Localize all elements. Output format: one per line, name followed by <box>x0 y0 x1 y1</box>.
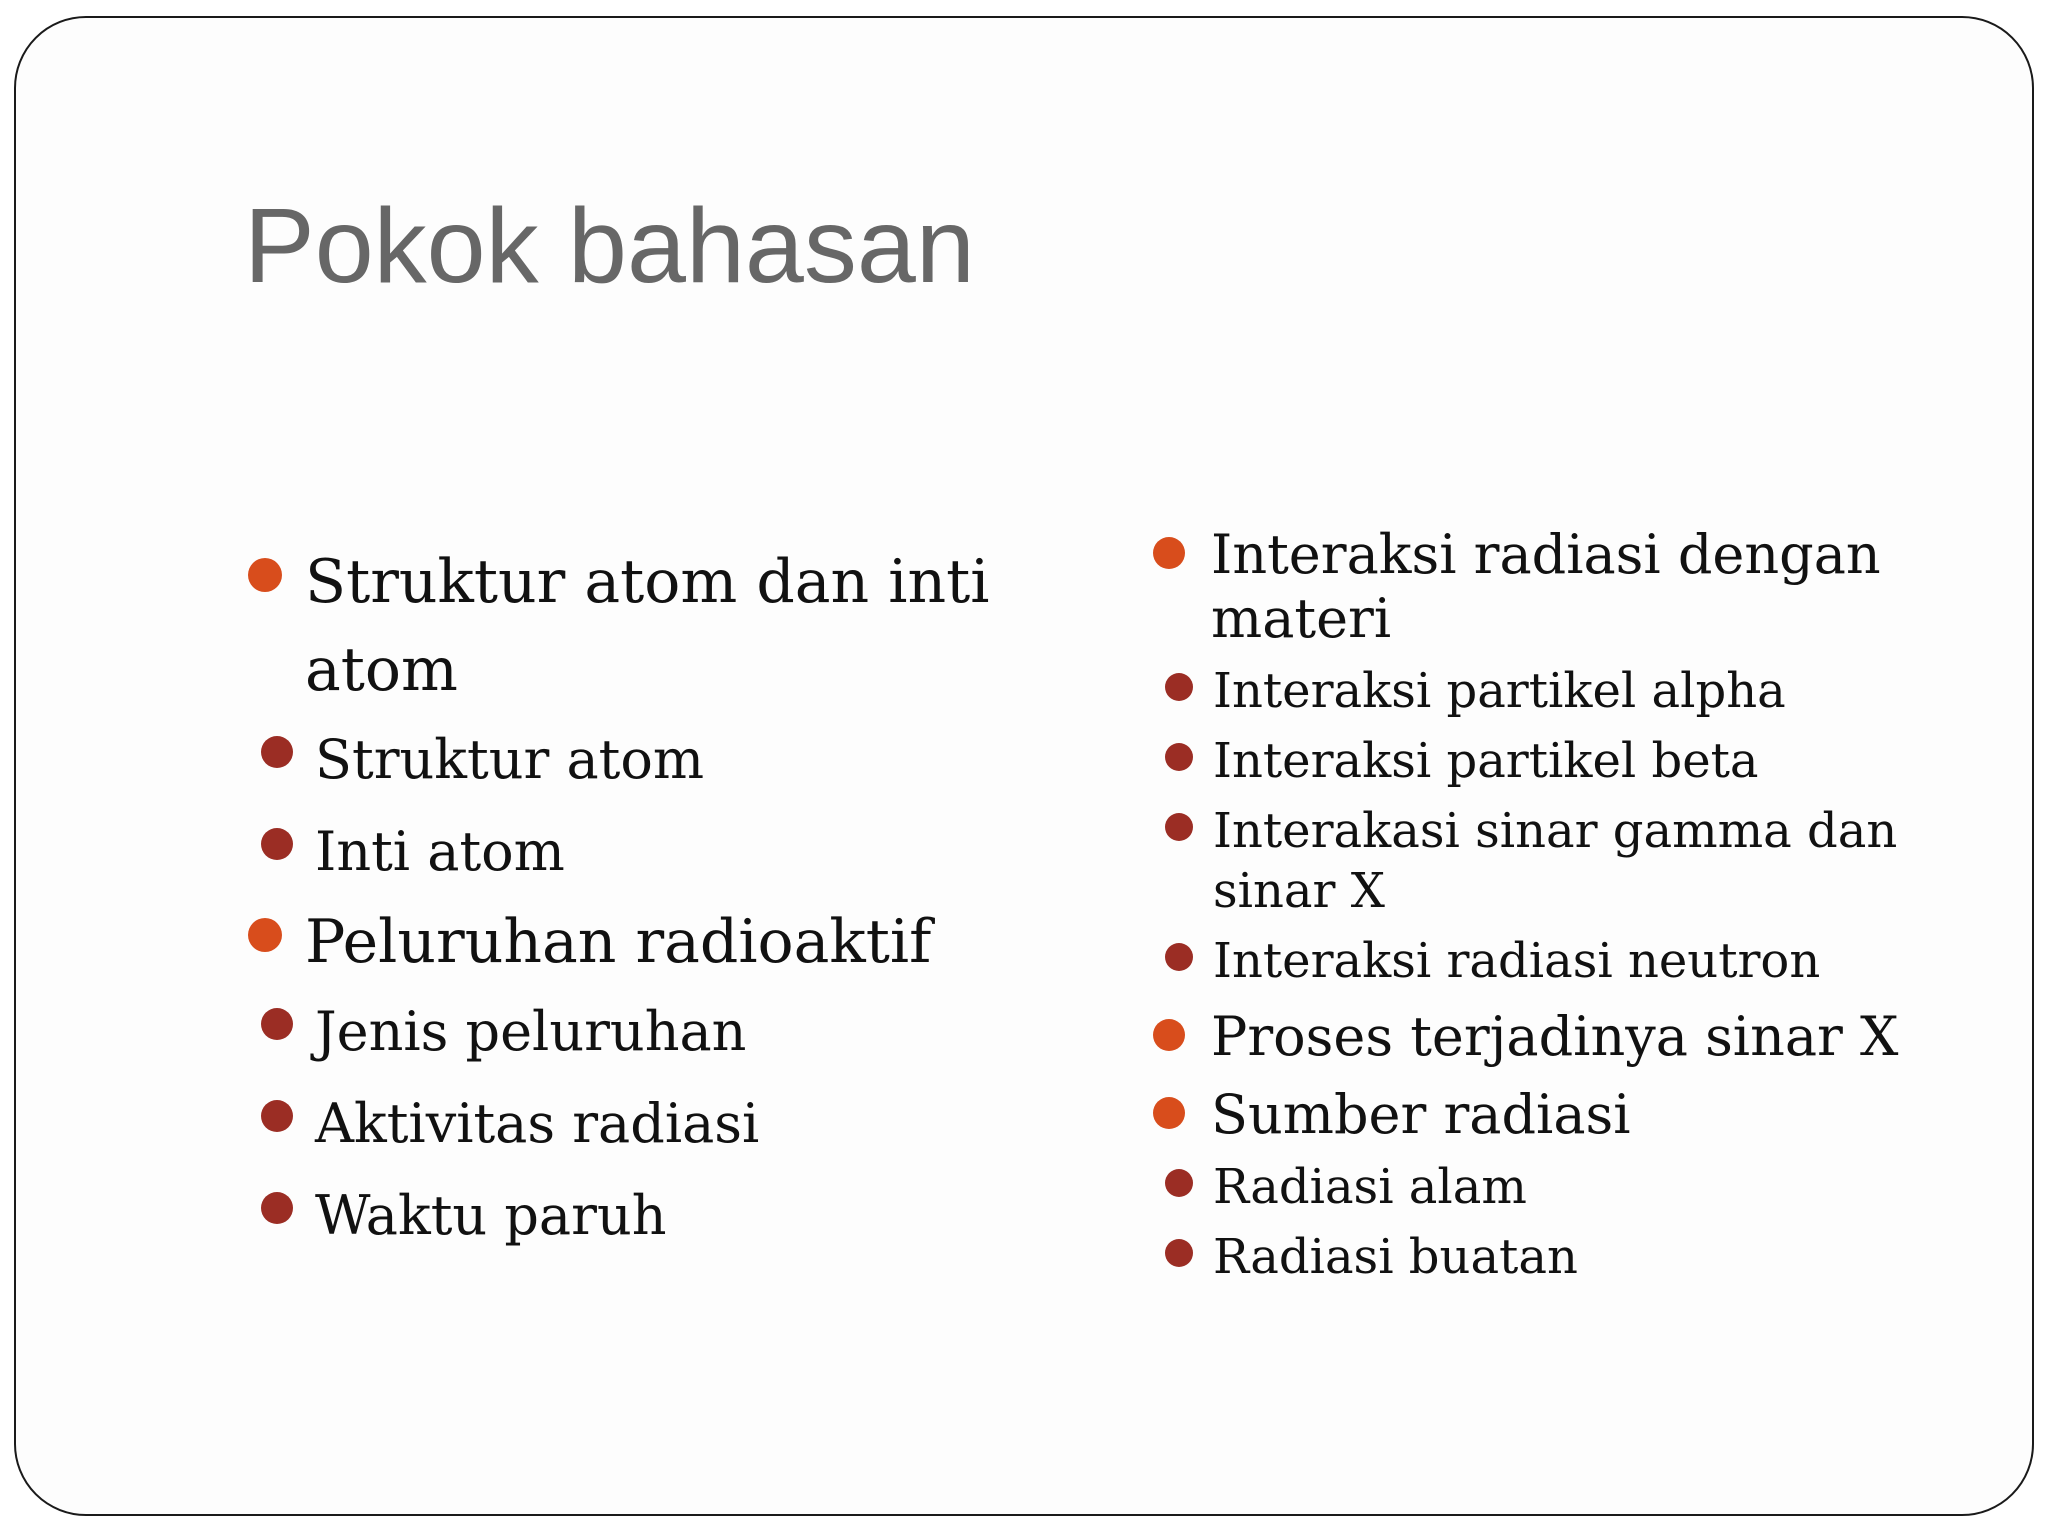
sub-bullet-dot-icon <box>261 736 293 768</box>
slide-frame <box>14 16 2034 1516</box>
sub-bullet-dot-icon <box>1165 813 1193 841</box>
sub-bullet-label: Jenis peluruhan <box>315 1000 747 1063</box>
sub-bullet-dot-icon <box>1165 1239 1193 1267</box>
bullet-dot-icon <box>248 558 282 592</box>
sub-bullet-label: Interaksi partikel alpha <box>1213 663 1786 719</box>
sub-bullet-jenis-peluruhan <box>191 986 1008 1078</box>
sub-bullet-label: Waktu paruh <box>315 1184 667 1247</box>
sub-bullet-interaksi-partikel-alpha <box>1095 661 1993 721</box>
bullet-peluruhan-radioaktif <box>248 898 1008 986</box>
sub-bullet-dot-icon <box>1165 743 1193 771</box>
bullet-list-right <box>1153 523 1993 1287</box>
bullet-dot-icon <box>1153 1019 1185 1051</box>
sub-bullet-dot-icon <box>1165 943 1193 971</box>
left-column <box>248 538 1008 1262</box>
bullet-proses-terjadinya-sinar-x <box>1153 1005 1993 1069</box>
sub-bullet-label: Inti atom <box>315 820 565 883</box>
bullet-sumber-radiasi <box>1153 1083 1993 1147</box>
sub-bullet-struktur-atom <box>191 714 1008 806</box>
sub-bullet-dot-icon <box>261 1100 293 1132</box>
sub-bullet-radiasi-buatan <box>1095 1227 1993 1287</box>
sub-bullet-dot-icon <box>261 828 293 860</box>
bullet-list-left <box>248 538 1008 1262</box>
bullet-label: Peluruhan radioaktif <box>305 907 932 977</box>
sub-bullet-dot-icon <box>261 1008 293 1040</box>
sub-bullet-label: Interaksi radiasi neutron <box>1213 933 1821 989</box>
sub-bullet-dot-icon <box>1165 673 1193 701</box>
bullet-label: Sumber radiasi <box>1211 1083 1631 1146</box>
sub-bullet-waktu-paruh <box>191 1170 1008 1262</box>
bullet-label: Struktur atom dan inti atom <box>305 547 990 705</box>
bullet-label: Proses terjadinya sinar X <box>1211 1005 1899 1068</box>
bullet-struktur-atom-dan-inti-atom <box>248 538 1008 714</box>
sub-bullet-label: Interakasi sinar gamma dan sinar X <box>1213 803 1898 919</box>
sub-bullet-dot-icon <box>261 1192 293 1224</box>
bullet-interaksi-radiasi-dengan-materi <box>1153 523 1993 651</box>
sub-bullet-label: Interaksi partikel beta <box>1213 733 1759 789</box>
sub-bullet-aktivitas-radiasi <box>191 1078 1008 1170</box>
sub-bullet-inti-atom <box>191 806 1008 898</box>
bullet-dot-icon <box>1153 537 1185 569</box>
sub-bullet-dot-icon <box>1165 1169 1193 1197</box>
right-column <box>1153 523 1993 1287</box>
bullet-label: Interaksi radiasi dengan materi <box>1211 523 1881 650</box>
sub-bullet-interakasi-sinar-gamma-dan-sinar-x <box>1095 801 1993 921</box>
sub-bullet-label: Struktur atom <box>315 728 705 791</box>
sub-bullet-label: Radiasi buatan <box>1213 1229 1578 1285</box>
slide-title: Pokok bahasan <box>244 187 975 305</box>
bullet-dot-icon <box>1153 1097 1185 1129</box>
bullet-dot-icon <box>248 918 282 952</box>
sub-bullet-radiasi-alam <box>1095 1157 1993 1217</box>
sub-bullet-interaksi-partikel-beta <box>1095 731 1993 791</box>
sub-bullet-label: Radiasi alam <box>1213 1159 1527 1215</box>
sub-bullet-interaksi-radiasi-neutron <box>1095 931 1993 991</box>
sub-bullet-label: Aktivitas radiasi <box>315 1092 760 1155</box>
